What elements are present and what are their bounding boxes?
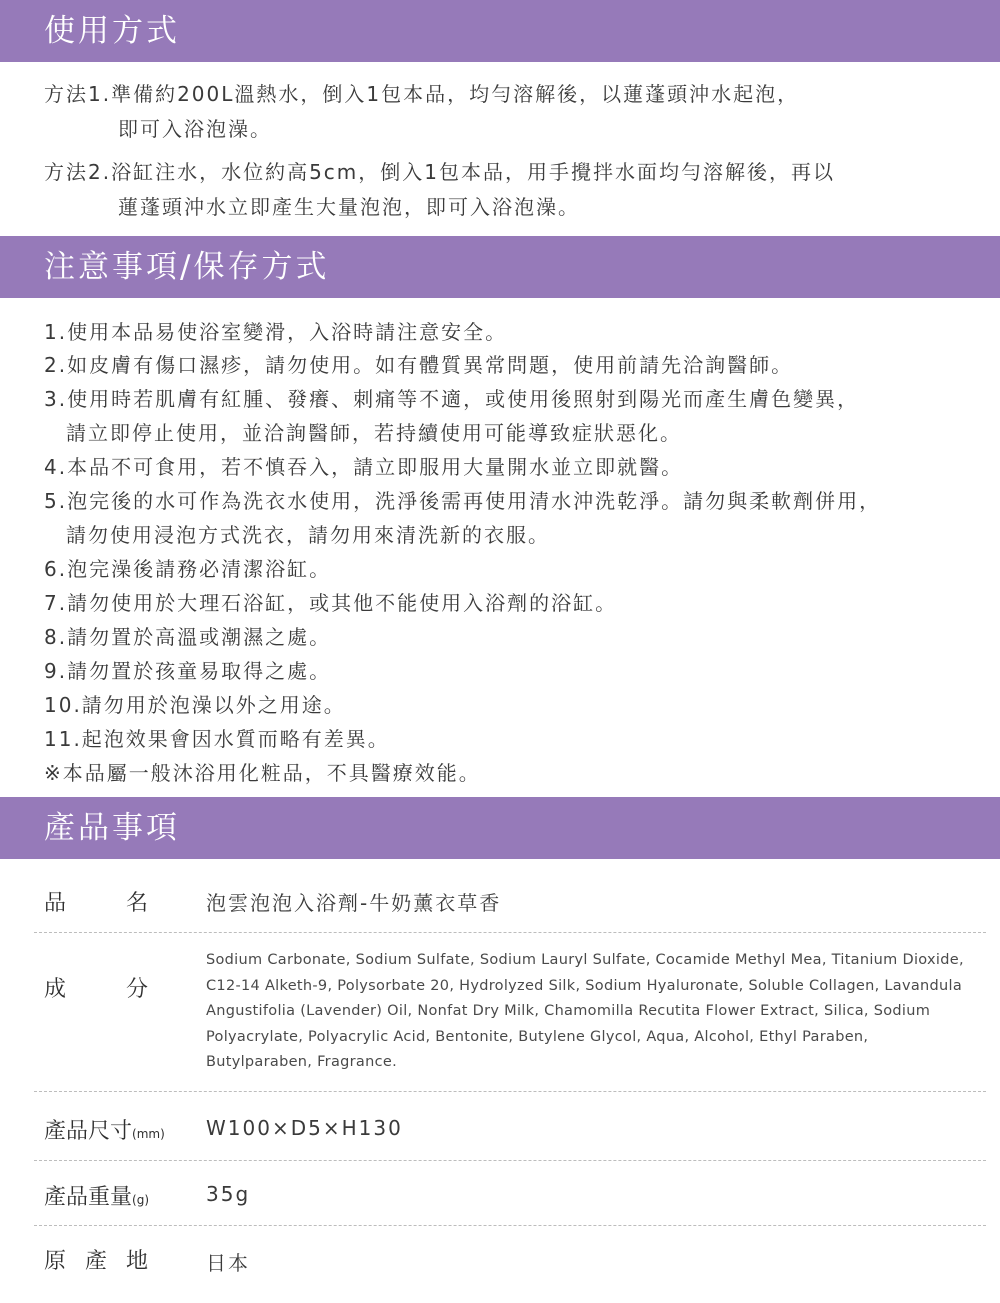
note-line: 5.泡完後的水可作為洗衣水使用，洗淨後需再使用清水沖洗乾淨。請勿與柔軟劑併用， <box>44 489 882 513</box>
divider <box>34 1091 986 1092</box>
origin-value: 日本 <box>206 1251 250 1275</box>
product-name-label: 品名 <box>44 891 148 916</box>
divider <box>34 932 986 933</box>
product-title: 產品事項 <box>44 810 180 846</box>
usage-section-header <box>0 0 1000 62</box>
note-line: 9.請勿置於孩童易取得之處。 <box>44 659 332 683</box>
usage-line: 方法2.浴缸注水，水位約高5cm，倒入1包本品，用手攪拌水面均勻溶解後，再以 <box>44 160 836 184</box>
divider <box>34 1160 986 1161</box>
weight-label: 產品重量(g) <box>44 1185 149 1210</box>
notes-section-header <box>0 236 1000 298</box>
note-line: 1.使用本品易使浴室變滑，入浴時請注意安全。 <box>44 320 508 344</box>
note-line: 請勿使用浸泡方式洗衣，請勿用來清洗新的衣服。 <box>66 523 550 547</box>
divider <box>34 1225 986 1226</box>
product-name-value: 泡雲泡泡入浴劑-牛奶薰衣草香 <box>206 891 502 915</box>
ingredients-label: 成分 <box>44 977 148 1002</box>
size-value: W100×D5×H130 <box>206 1116 403 1140</box>
weight-value: 35g <box>206 1182 251 1206</box>
weight-unit: (g) <box>132 1193 149 1207</box>
ingredients-value: Sodium Carbonate, Sodium Sulfate, Sodium Lauryl Sulfate, Cocamide Methyl Mea, Titanium Dioxide, C12-14 Alketh-9, Polysorbate 20, Hydrolyzed Silk, Sodium Hyaluronate, Soluble Collagen, Lavandula Angustifolia (Lavender) Oil, Nonfat Dry Milk, Chamomilla Recutita Flower Extract, Silica, Sodium Polyacrylate, Polyacrylic Acid, Bentonite, Butylene Glycol, Aqua, Alcohol, Ethyl Paraben, Butylparaben, Fragrance. <box>206 952 964 1070</box>
note-line: 11.起泡效果會因水質而略有差異。 <box>44 727 390 751</box>
note-line: 10.請勿用於泡澡以外之用途。 <box>44 693 346 717</box>
note-line: 2.如皮膚有傷口濕疹，請勿使用。如有體質異常問題，使用前請先洽詢醫師。 <box>44 353 794 377</box>
usage-title: 使用方式 <box>44 13 180 49</box>
origin-label: 原產地 <box>44 1249 148 1274</box>
product-section-header <box>0 797 1000 859</box>
usage-line: 方法1.準備約200L溫熱水，倒入1包本品，均勻溶解後，以蓮蓬頭沖水起泡， <box>44 82 800 106</box>
size-unit: (mm) <box>132 1127 165 1141</box>
usage-line: 即可入浴泡澡。 <box>118 117 272 141</box>
note-line: 4.本品不可食用，若不慎吞入，請立即服用大量開水並立即就醫。 <box>44 455 684 479</box>
usage-line: 蓮蓬頭沖水立即產生大量泡泡，即可入浴泡澡。 <box>118 195 580 219</box>
note-line: 6.泡完澡後請務必清潔浴缸。 <box>44 557 332 581</box>
note-line: 3.使用時若肌膚有紅腫、發癢、刺痛等不適，或使用後照射到陽光而產生膚色變異， <box>44 387 860 411</box>
note-line: 7.請勿使用於大理石浴缸，或其他不能使用入浴劑的浴缸。 <box>44 591 618 615</box>
note-line: 請立即停止使用，並洽詢醫師，若持續使用可能導致症狀惡化。 <box>66 421 682 445</box>
note-line: ※本品屬一般沐浴用化粧品，不具醫療效能。 <box>44 761 481 785</box>
notes-title: 注意事項/保存方式 <box>44 249 330 285</box>
size-label: 產品尺寸(mm) <box>44 1119 165 1144</box>
note-line: 8.請勿置於高溫或潮濕之處。 <box>44 625 332 649</box>
